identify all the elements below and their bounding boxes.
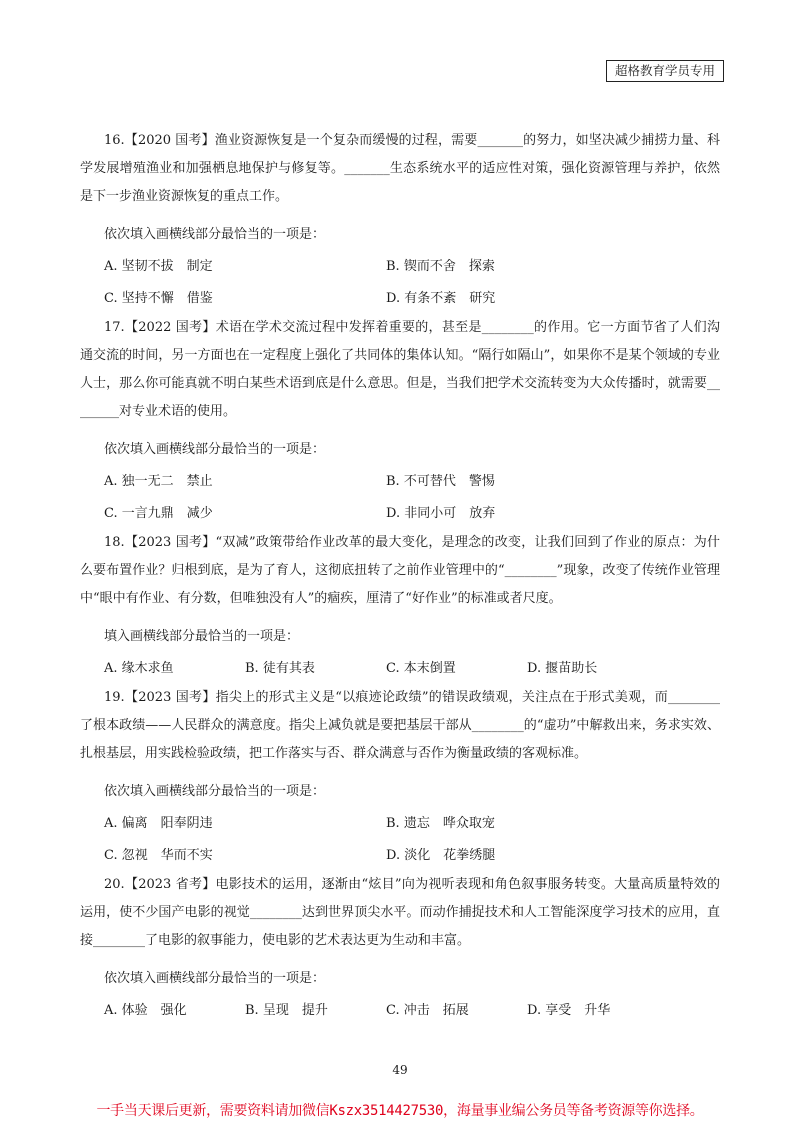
question-text: 16.【2020 国考】渔业资源恢复是一个复杂而缓慢的过程，需要_______的努力，如坚决减少捕捞力量、科学发展增殖渔业和加强栖息地保护与修复等。_______生态系统水平的适应性对策，强化资源管理与养护，依然是下一步渔业资源恢复的重点工作。 <box>80 133 720 204</box>
page-number: 49 <box>392 1063 408 1077</box>
option-a[interactable]: A. 缘木求鱼 <box>104 661 174 676</box>
options <box>80 810 720 874</box>
question-19 <box>80 684 720 874</box>
option-d[interactable]: D. 揠苗助长 <box>527 661 598 676</box>
question-17 <box>80 314 720 532</box>
footer-notice: 一手当天课后更新，需要资料请加微信Kszx3514427530，海量事业编公务员等备考资源等你选择。 <box>96 1103 704 1119</box>
option-a[interactable]: A. 偏离 阳奉阴违 <box>104 816 213 831</box>
question-prompt: 依次填入画横线部分最恰当的一项是： <box>104 784 326 799</box>
options <box>80 253 720 317</box>
question-20 <box>80 871 720 1029</box>
option-c[interactable]: C. 忽视 华而不实 <box>104 848 213 863</box>
options <box>80 468 720 532</box>
question-prompt: 填入画横线部分最恰当的一项是： <box>104 629 300 644</box>
option-b[interactable]: B. 锲而不舍 探索 <box>386 259 495 274</box>
option-c[interactable]: C. 冲击 拓展 <box>386 1003 469 1018</box>
header-badge: 超格教育学员专用 <box>606 60 724 82</box>
option-c[interactable]: C. 一言九鼎 减少 <box>104 506 213 521</box>
option-d[interactable]: D. 淡化 花拳绣腿 <box>386 848 496 863</box>
question-prompt: 依次填入画横线部分最恰当的一项是： <box>104 971 326 986</box>
option-c[interactable]: C. 坚持不懈 借鉴 <box>104 291 213 306</box>
option-a[interactable]: A. 坚韧不拔 制定 <box>104 259 213 274</box>
option-d[interactable]: D. 享受 升华 <box>527 1003 611 1018</box>
question-list <box>80 127 720 1029</box>
option-b[interactable]: B. 遗忘 哗众取宠 <box>386 816 495 831</box>
question-prompt: 依次填入画横线部分最恰当的一项是： <box>104 227 326 242</box>
options <box>80 655 720 687</box>
question-text: 18.【2023 国考】“双减”政策带给作业改革的最大变化，是理念的改变，让我们回到了作业的原点：为什么要布置作业？归根到底，是为了育人，这彻底扭转了之前作业管理中的“________”现象，改变了传统作业管理中“眼中有作业、有分数，但唯独没有人”的痼疾，厘清了“好作业”的标准或者尺度。 <box>80 535 720 606</box>
option-b[interactable]: B. 不可替代 警惕 <box>386 474 495 489</box>
question-prompt: 依次填入画横线部分最恰当的一项是： <box>104 442 326 457</box>
question-text: 20.【2023 省考】电影技术的运用，逐渐由“炫目”向为视听表现和角色叙事服务转变。大量高质量特效的运用，使不少国产电影的视觉________达到世界顶尖水平。而动作捕捉技术和人工智能深度学习技术的应用，直接________了电影的叙事能力，使电影的艺术表达更为生动和丰富。 <box>80 877 720 948</box>
option-d[interactable]: D. 有条不紊 研究 <box>386 291 496 306</box>
options <box>80 997 720 1029</box>
question-text: 19.【2023 国考】指尖上的形式主义是“以痕迹论政绩”的错误政绩观，关注点在于形式美观，而________了根本政绩——人民群众的满意度。指尖上减负就是要把基层干部从________的“虚功”中解救出来，务求实效、扎根基层，用实践检验政绩，把工作落实与否、群众满意与否作为衡量政绩的客观标准。 <box>80 690 720 761</box>
option-c[interactable]: C. 本末倒置 <box>386 661 456 676</box>
option-b[interactable]: B. 徒有其表 <box>245 661 315 676</box>
question-text: 17.【2022 国考】术语在学术交流过程中发挥着重要的，甚至是________的作用。它一方面节省了人们沟通交流的时间，另一方面也在一定程度上强化了共同体的集体认知。“隔行如隔山”，如果你不是某个领域的专业人士，那么你可能真就不明白某些术语到底是什么意思。但是，当我们把学术交流转变为大众传播时，就需要________对专业术语的使用。 <box>80 320 720 419</box>
question-16 <box>80 127 720 317</box>
option-b[interactable]: B. 呈现 提升 <box>245 1003 328 1018</box>
option-a[interactable]: A. 独一无二 禁止 <box>104 474 213 489</box>
option-d[interactable]: D. 非同小可 放弃 <box>386 506 496 521</box>
question-18 <box>80 529 720 687</box>
option-a[interactable]: A. 体验 强化 <box>104 1003 187 1018</box>
